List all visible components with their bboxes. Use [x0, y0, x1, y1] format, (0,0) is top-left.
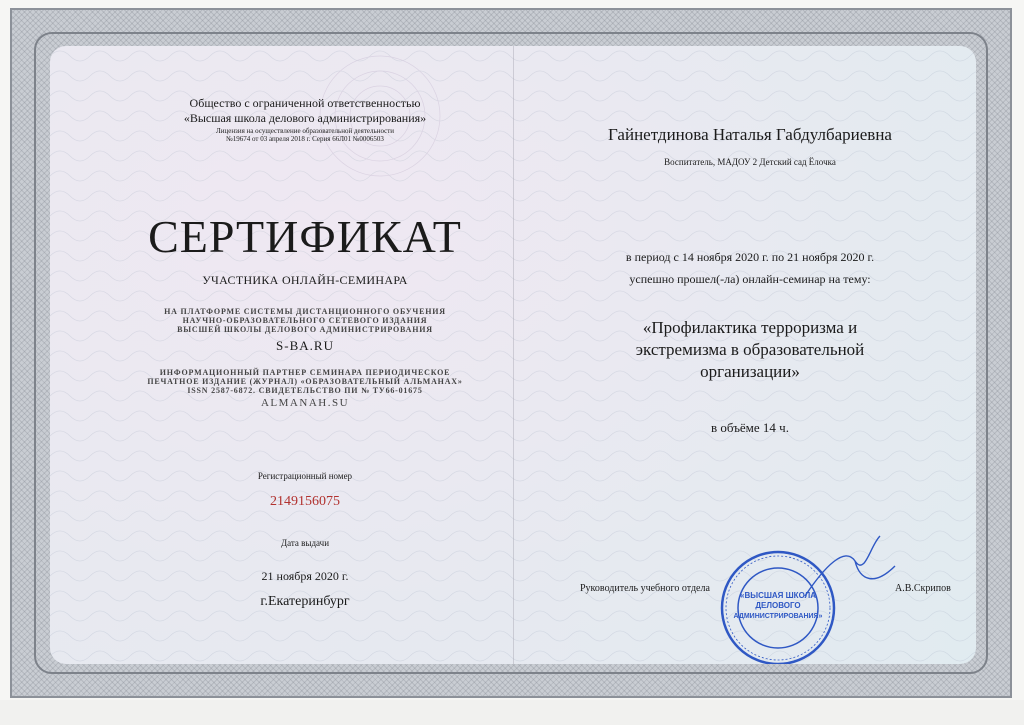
- certificate-title: СЕРТИФИКАТ: [148, 211, 462, 262]
- recipient-name: Гайнетдинова Наталья Габдулбариевна: [608, 125, 892, 144]
- issue-city: г.Екатеринбург: [260, 594, 350, 609]
- license-line1: Лицензия на осуществление образовательной деятельности: [215, 127, 395, 135]
- seminar-topic-line2: экстремизма в образовательной: [635, 340, 865, 359]
- platform-line2: НАУЧНО-ОБРАЗОВАТЕЛЬНОГО СЕТЕВОГО ИЗДАНИЯ: [182, 316, 428, 325]
- registration-label: Регистрационный номер: [257, 471, 353, 481]
- svg-text:ДЕЛОВОГО: ДЕЛОВОГО: [755, 601, 801, 610]
- partner-site: ALMANAH.SU: [260, 397, 350, 409]
- seminar-period: в период с 14 ноября 2020 г. по 21 ноября 2020 г.: [625, 250, 875, 264]
- signatory-title: Руководитель учебного отдела: [580, 583, 710, 594]
- platform-line3: ВЫСШЕЙ ШКОЛЫ ДЕЛОВОГО АДМИНИСТРИРОВАНИЯ: [177, 325, 433, 334]
- platform-site: S-BA.RU: [276, 338, 334, 353]
- signatory-name: А.В.Скрипов: [895, 583, 951, 594]
- partner-line2: ПЕЧАТНОЕ ИЗДАНИЕ (ЖУРНАЛ) «ОБРАЗОВАТЕЛЬНЫЙ АЛЬМАНАХ»: [147, 377, 463, 386]
- page-bottom-margin: [0, 700, 1024, 725]
- license-line2: №19674 от 03 апреля 2018 г. Серия 66Л01 №0006503: [226, 135, 384, 143]
- svg-text:АДМИНИСТРИРОВАНИЯ»: АДМИНИСТРИРОВАНИЯ»: [733, 613, 823, 620]
- partner-line1: ИНФОРМАЦИОННЫЙ ПАРТНЕР СЕМИНАРА ПЕРИОДИЧЕСКОЕ: [159, 368, 451, 377]
- registration-number: 2149156075: [270, 494, 340, 509]
- recipient-position: Воспитатель, МАДОУ 2 Детский сад Ёлочка: [664, 157, 836, 167]
- official-stamp: [718, 548, 838, 664]
- org-name-line2: «Высшая школа делового администрирования»: [183, 111, 427, 125]
- certificate-frame: [10, 8, 1012, 698]
- issue-date: 21 ноября 2020 г.: [261, 569, 349, 583]
- issue-date-label: Дата выдачи: [280, 538, 330, 548]
- partner-line3: ISSN 2587-6872. СВИДЕТЕЛЬСТВО ПИ № ТУ66-01675: [187, 386, 423, 395]
- seminar-topic-line1: «Профилактика терроризма и: [642, 318, 858, 337]
- seminar-volume: в объёме 14 ч.: [711, 420, 789, 435]
- org-name-line1: Общество с ограниченной ответственностью: [189, 96, 421, 110]
- platform-line1: НА ПЛАТФОРМЕ СИСТЕМЫ ДИСТАНЦИОННОГО ОБУЧЕНИЯ: [164, 307, 446, 316]
- completion-statement: успешно прошел(-ла) онлайн-семинар на тему:: [629, 272, 871, 286]
- svg-text:«ВЫСШАЯ ШКОЛА: «ВЫСШАЯ ШКОЛА: [740, 591, 816, 600]
- certificate-subtitle: УЧАСТНИКА ОНЛАЙН-СЕМИНАРА: [202, 273, 408, 287]
- certificate-sheet: [50, 46, 976, 664]
- seminar-topic-line3: организации»: [700, 362, 800, 381]
